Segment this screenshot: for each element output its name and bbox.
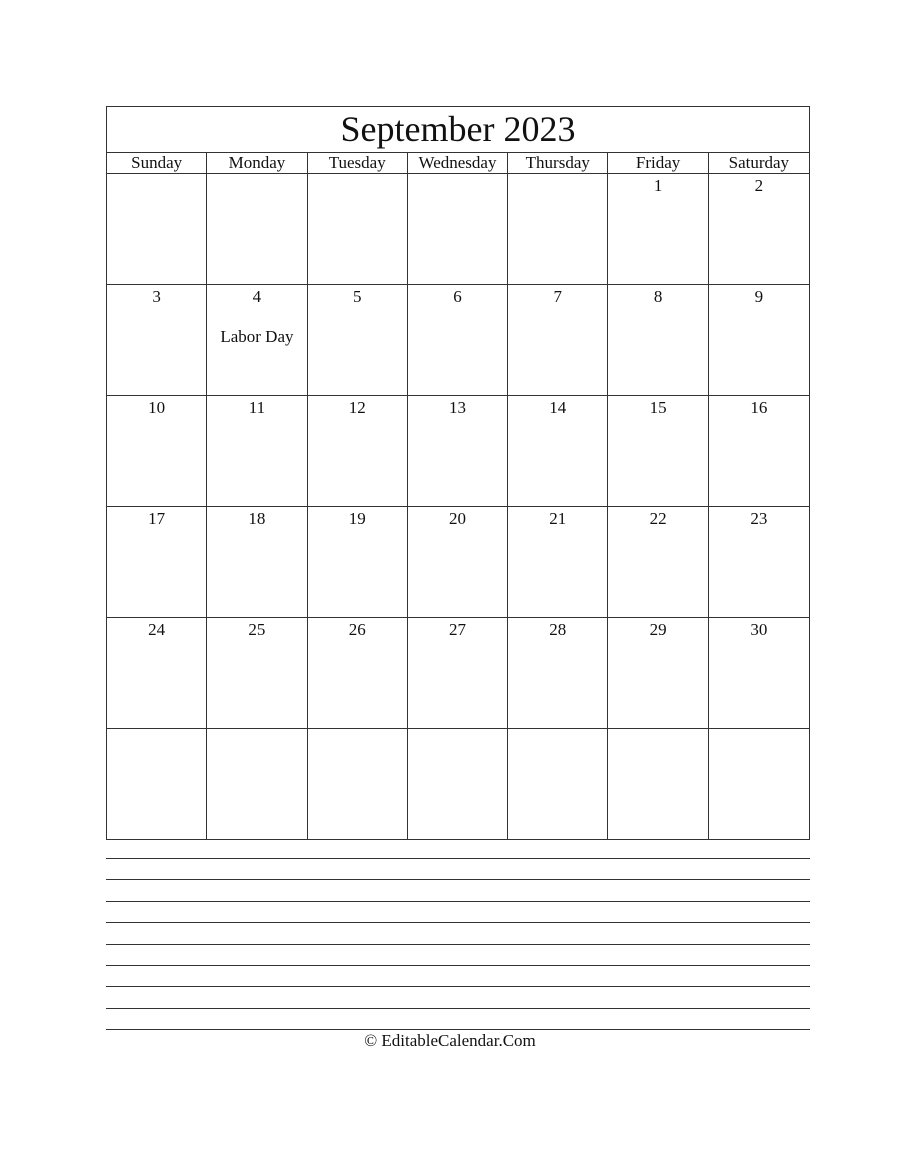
day-cell [207, 618, 307, 728]
day-cell [709, 618, 809, 728]
day-cell [408, 729, 508, 839]
week-row [107, 174, 809, 285]
day-number [207, 731, 306, 751]
note-line [106, 944, 810, 965]
day-cell [308, 285, 408, 395]
day-cell [408, 174, 508, 284]
day-cell [207, 729, 307, 839]
holiday-label: Labor Day [220, 327, 294, 346]
day-cell [408, 507, 508, 617]
day-number: 24 [148, 620, 166, 639]
weekday-tuesday: Tuesday [308, 153, 408, 173]
day-number: 15 [649, 398, 667, 417]
day-number [508, 731, 607, 751]
day-number [408, 176, 507, 196]
notes-lines [106, 858, 810, 1051]
week-row [107, 618, 809, 729]
day-cell [308, 507, 408, 617]
day-number: 16 [750, 398, 768, 417]
day-number: 10 [148, 398, 166, 417]
day-cell [107, 618, 207, 728]
day-number: 26 [348, 620, 366, 639]
day-number: 6 [453, 287, 462, 306]
calendar-grid [106, 106, 810, 840]
day-cell [608, 729, 708, 839]
calendar-weeks [107, 174, 809, 839]
day-number: 29 [649, 620, 667, 639]
day-number: 9 [754, 287, 764, 306]
day-cell [508, 285, 608, 395]
note-line [106, 922, 810, 943]
note-line [106, 986, 810, 1007]
note-line [106, 901, 810, 922]
day-number: 5 [352, 287, 362, 306]
day-number: 27 [448, 620, 466, 639]
day-cell [709, 285, 809, 395]
day-number [408, 731, 507, 751]
day-number: 4 [252, 287, 262, 306]
day-number [608, 731, 707, 751]
week-row [107, 507, 809, 618]
day-number: 8 [653, 287, 663, 306]
day-cell [408, 618, 508, 728]
day-cell [207, 507, 307, 617]
weekday-sunday: Sunday [107, 153, 207, 173]
day-number: 25 [248, 620, 266, 639]
day-number: 22 [649, 509, 667, 528]
day-cell [608, 396, 708, 506]
day-number: 3 [152, 287, 161, 306]
note-line [106, 858, 810, 879]
day-cell [107, 507, 207, 617]
day-cell [508, 174, 608, 284]
day-cell [709, 174, 809, 284]
note-line [106, 965, 810, 986]
day-number [308, 731, 407, 751]
day-cell [308, 618, 408, 728]
day-number: 19 [348, 509, 366, 528]
weekday-monday: Monday [207, 153, 307, 173]
day-cell [107, 396, 207, 506]
weekday-thursday: Thursday [508, 153, 608, 173]
day-cell [408, 396, 508, 506]
week-row [107, 729, 809, 839]
weekday-header-row [107, 153, 809, 174]
day-number: 2 [754, 176, 764, 195]
day-number: 28 [549, 620, 567, 639]
day-cell [207, 396, 307, 506]
day-cell [608, 174, 708, 284]
day-number [107, 731, 206, 751]
note-line [106, 879, 810, 900]
day-cell [608, 285, 708, 395]
day-number: 11 [248, 398, 266, 417]
day-number: 14 [549, 398, 567, 417]
day-cell [308, 396, 408, 506]
day-cell [308, 729, 408, 839]
day-cell [308, 174, 408, 284]
day-cell [408, 285, 508, 395]
day-number [107, 176, 206, 196]
day-number: 18 [248, 509, 266, 528]
day-number: 1 [653, 176, 663, 195]
weekday-friday: Friday [608, 153, 708, 173]
day-number: 30 [750, 620, 768, 639]
day-number: 20 [448, 509, 466, 528]
day-number [709, 731, 809, 751]
day-number [508, 176, 607, 196]
note-line [106, 1008, 810, 1029]
day-cell [608, 507, 708, 617]
day-number: 17 [148, 509, 166, 528]
day-number: 12 [348, 398, 366, 417]
weekday-wednesday: Wednesday [408, 153, 508, 173]
day-cell [508, 507, 608, 617]
day-number: 23 [750, 509, 768, 528]
day-number: 7 [553, 287, 563, 306]
day-number [207, 176, 306, 196]
day-cell [508, 396, 608, 506]
day-cell [107, 174, 207, 284]
day-cell [709, 729, 809, 839]
day-cell [508, 729, 608, 839]
day-cell [608, 618, 708, 728]
day-cell [508, 618, 608, 728]
week-row [107, 396, 809, 507]
footer-copyright: © EditableCalendar.Com [364, 1031, 536, 1050]
day-cell [207, 285, 307, 395]
day-number: 13 [448, 398, 466, 417]
week-row [107, 285, 809, 396]
day-number [308, 176, 407, 196]
day-cell [107, 729, 207, 839]
day-number: 21 [549, 509, 567, 528]
day-cell [207, 174, 307, 284]
day-cell [709, 396, 809, 506]
day-cell [709, 507, 809, 617]
weekday-saturday: Saturday [728, 153, 790, 172]
calendar-title: September 2023 [107, 107, 809, 153]
day-cell [107, 285, 207, 395]
